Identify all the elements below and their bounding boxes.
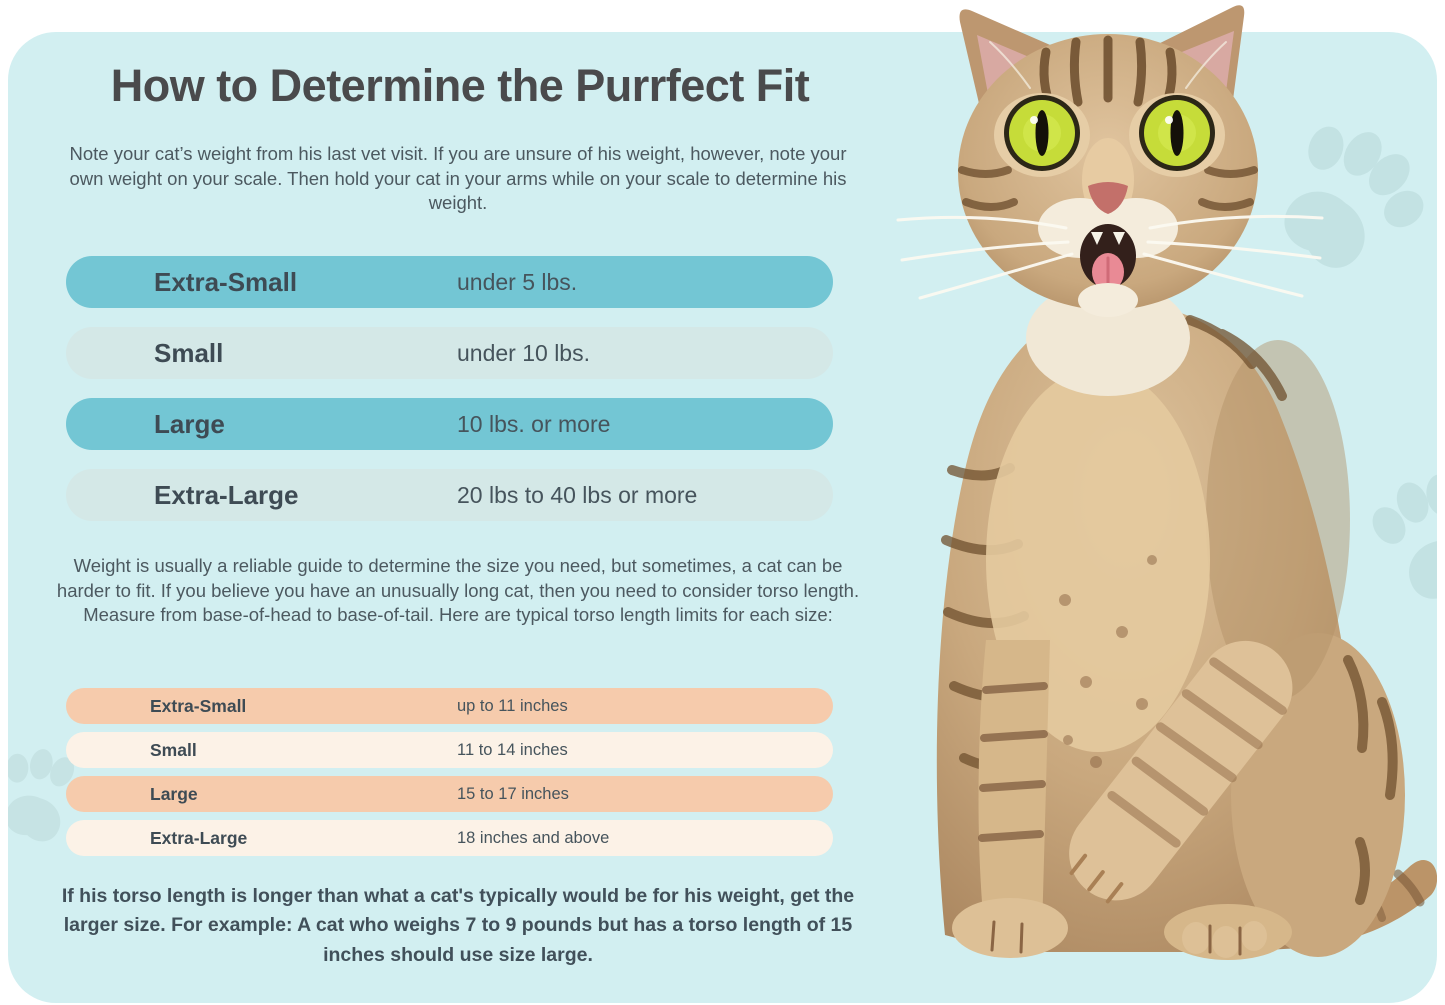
size-label: Extra-Small — [150, 695, 247, 716]
size-value: under 10 lbs. — [457, 339, 590, 366]
size-value: under 5 lbs. — [457, 268, 578, 295]
size-label: Extra-Small — [154, 266, 298, 297]
size-value: 18 inches and above — [457, 828, 610, 847]
size-value: up to 11 inches — [457, 696, 568, 715]
size-label: Small — [154, 337, 224, 368]
size-value: 20 lbs to 40 lbs or more — [457, 481, 698, 508]
paw-print-icon — [1250, 100, 1437, 297]
torso-length-table — [66, 688, 833, 864]
info-card — [8, 32, 1437, 1003]
footer-note: If his torso length is longer than what a cat's typically would be for his weight, get the larger size. For example: A cat who weighs 7 to 9 pounds but has a torso length of 15 inches should use size large. — [61, 885, 855, 966]
table-row — [66, 688, 833, 724]
size-label: Extra-Large — [154, 479, 299, 510]
table-row — [66, 398, 833, 450]
table-row — [66, 327, 833, 379]
page-title: How to Determine the Purrfect Fit — [110, 60, 810, 111]
size-label: Large — [150, 783, 198, 804]
size-label: Small — [150, 739, 197, 760]
weight-size-table — [66, 256, 833, 540]
size-label: Large — [154, 408, 225, 439]
table-row — [66, 776, 833, 812]
size-value: 11 to 14 inches — [457, 740, 568, 759]
table-row — [66, 820, 833, 856]
table-row — [66, 256, 833, 308]
table-row — [66, 732, 833, 768]
intro-paragraph: Note your cat’s weight from his last vet visit. If you are unsure of his weight, however, note your own weight on your scale. Then hold your cat in your arms while on your scale to determine his weight. — [69, 143, 847, 214]
size-value: 10 lbs. or more — [457, 410, 611, 437]
size-label: Extra-Large — [150, 827, 248, 848]
size-value: 15 to 17 inches — [457, 784, 569, 803]
table-row — [66, 469, 833, 521]
torso-paragraph: Weight is usually a reliable guide to determine the size you need, but sometimes, a cat can be harder to fit. If you believe you have an unusually long cat, then you need to consider torso length. Measure from base-of-head to base-of-tail. Here are typical torso length limits for each size: — [56, 555, 860, 626]
paw-print-icon — [1360, 461, 1437, 611]
